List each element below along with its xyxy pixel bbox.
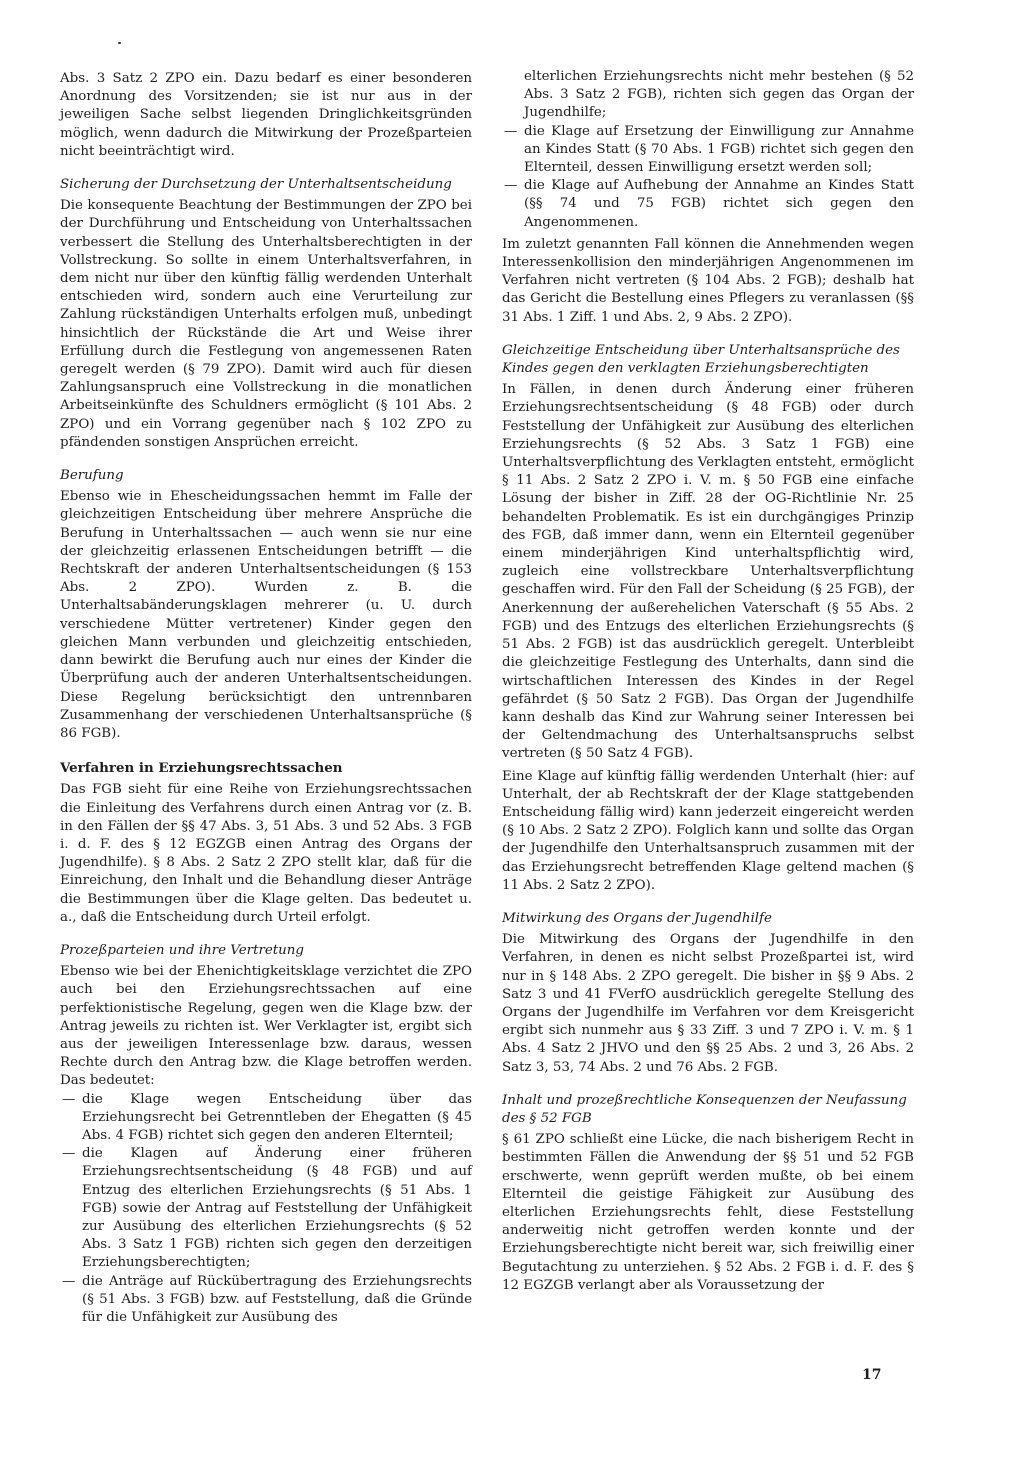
list-item-text: die Klage auf Aufhebung der Annahme an Kindes Statt (§§ 74 und 75 FGB) richtet sich gegen den Angenommenen. — [524, 178, 914, 230]
section-heading-erziehungsrechtssachen: Verfahren in Erziehungsrechtssachen — [60, 760, 343, 777]
dash-list — [60, 1091, 472, 1328]
paragraph: Ebenso wie bei der Ehenichtigkeitsklage verzichtet die ZPO auch bei den Erziehungsrechtssachen auf eine perfektionistische Regelung, gegen wen die Klage bzw. der Antrag jeweils zu richten ist. Wer Verklagter ist, ergibt sich aus der jeweiligen Interessenlage bzw. daraus, wessen Rechte durch den Antrag bzw. die Klage betroffen werden. Das bedeutet: — [60, 964, 472, 1089]
left-column — [60, 70, 472, 1327]
list-item — [502, 68, 914, 123]
section-heading-prozessparteien: Prozeßparteien und ihre Vertretung — [60, 942, 304, 958]
list-item: — die Klage auf Aufhebung der Annahme an Kindes Statt (§§ 74 und 75 FGB) richtet sich gegen den Angenommenen. — [502, 177, 914, 232]
list-item: — die Klagen auf Änderung einer früheren Erziehungsrechtsentscheidung (§ 48 FGB) und auf Entzug des elterlichen Erziehungsrechts (§ 51 Abs. 1 FGB) sowie der Antrag auf Feststellung der Unfähigkeit zur Ausübung des elterlichen Erziehungsrechts (§ 52 Abs. 3 Satz 1 FGB) richten sich gegen den derzeitigen Erziehungsberechtigten; — [60, 1145, 472, 1272]
paragraph: In Fällen, in denen durch Änderung einer früheren Erziehungsrechtsentscheidung (§ 48 FGB) oder durch Feststellung der Unfähigkeit zur Ausübung des elterlichen Erziehungsrechts (§ 52 Abs. 3 Satz 1 FGB) eine Unterhaltsverpflichtung des Verklagten entsteht, ermöglicht § 11 Abs. 2 Satz 2 ZPO i. V. m. § 50 FGB eine einfache Lösung der bisher in Ziff. 28 der OG-Richtlinie Nr. 25 behandelten Problematik. Es ist ein durchgängiges Prinzip des FGB, daß immer dann, wenn ein Elternteil gegenüber einem minderjährigen Kind unterhaltspflichtig wird, zugleich eine vollstreckbare Unterhaltsverpflichtung geschaffen wird. Für den Fall der Scheidung (§ 25 FGB), der Anerkennung der außerehelichen Vaterschaft (§ 55 Abs. 2 FGB) und des Entzugs des elterlichen Erziehungsrechts (§ 51 Abs. 2 FGB) ist das ausdrücklich geregelt. Unterbleibt die gleichzeitige Festlegung des Unterhalts, dann sind die wirtschaftlichen Interessen des Kindes in der Regel gefährdet (§ 50 Satz 2 FGB). Das Organ der Jugendhilfe kann deshalb das Kind zur Wahrung seiner Interessen bei der Geltendmachung des Unterhaltsanspruchs selbst vertreten (§ 50 Satz 4 FGB). — [502, 382, 914, 762]
section-heading-neufassung: Inhalt und prozeßrechtliche Konsequenzen der Neufassung des § 52 FGB — [502, 1092, 907, 1126]
dash-list — [502, 68, 914, 232]
list-item: — die Klage wegen Entscheidung über das Erziehungsrecht bei Getrenntleben der Ehegatten (§ 45 Abs. 4 FGB) richtet sich gegen den anderen Elternteil; — [60, 1091, 472, 1146]
list-item: — die Klage auf Ersetzung der Einwilligung zur Annahme an Kindes Statt (§ 70 Abs. 1 FGB) richtet sich gegen den Elternteil, dessen Einwilligung ersetzt werden soll; — [502, 123, 914, 178]
list-item-text: die Anträge auf Rückübertragung des Erziehungsrechts (§ 51 Abs. 3 FGB) bzw. auf Feststellung, daß die Gründe für die Unfähigkeit zur Ausübung des — [82, 1273, 472, 1325]
list-item: — die Anträge auf Rückübertragung des Erziehungsrechts (§ 51 Abs. 3 FGB) bzw. auf Feststellung, daß die Gründe für die Unfähigkeit zur Ausübung des — [60, 1273, 472, 1328]
paragraph: Abs. 3 Satz 2 ZPO ein. Dazu bedarf es einer besonderen Anordnung des Vorsitzenden; sie ist nur aus in der jeweiligen Sache selbst liegenden Dringlichkeitsgründen möglich, wenn dadurch die Mitwirkung der Prozeßparteien nicht beeinträchtigt wird. — [60, 71, 472, 159]
right-column — [502, 68, 914, 1295]
paragraph: Eine Klage auf künftig fällig werdenden Unterhalt (hier: auf Unterhalt, der ab Rechtskraft der der Klage stattgebenden Entscheidung fällig wird) kann jederzeit eingereicht werden (§ 10 Abs. 2 Satz 2 ZPO). Folglich kann und sollte das Organ der Jugendhilfe den Unterhaltsanspruch zusammen mit der das Erziehungsrecht betreffenden Klage geltend machen (§ 11 Abs. 2 Satz 2 ZPO). — [502, 768, 914, 893]
list-item-text: die Klage auf Ersetzung der Einwilligung zur Annahme an Kindes Statt (§ 70 Abs. 1 FGB) richtet sich gegen den Elternteil, dessen Einwilligung ersetzt werden soll; — [524, 123, 914, 176]
section-heading-berufung: Berufung — [60, 468, 124, 484]
section-heading-mitwirkung: Mitwirkung des Organs der Jugendhilfe — [502, 910, 772, 926]
list-item-text: elterlichen Erziehungsrechts nicht mehr bestehen (§ 52 Abs. 3 Satz 2 FGB), richten sich gegen das Organ der Jugendhilfe; — [524, 69, 914, 121]
paragraph: § 61 ZPO schließt eine Lücke, die nach bisherigem Recht in bestimmten Fällen die Anwendung der §§ 51 und 52 FGB erschwerte, wenn geprüft werden mußte, ob bei einem Elternteil die geistige Fähigkeit zur Ausübung des elterlichen Erziehungsrechts fehlt, diese Feststellung anderweitig nicht getroffen werden konnte und der Erziehungsberechtigte nicht bereit war, sich freiwillig einer Begutachtung zu unterziehen. § 52 Abs. 2 FGB i. d. F. des § 12 EGZGB verlangt aber als Voraussetzung der — [502, 1132, 914, 1293]
scan-speck — [118, 42, 121, 44]
paragraph: Ebenso wie in Ehescheidungssachen hemmt im Falle der gleichzeitigen Entscheidung über mehrere Ansprüche die Berufung in Unterhaltssachen — auch wenn sie nur eine der gleichzeitig erlassenen Entscheidungen betrifft — die Rechtskraft der anderen Unterhaltsentscheidungen (§ 153 Abs. 2 ZPO). Wurden z. B. die Unterhaltsabänderungsklagen mehrerer (u. U. durch verschiedene Mütter vertretener) Kinder gegen den gleichen Mann verbunden und gleichzeitig entschieden, dann bewirkt die Berufung auch nur eines der Kinder die Überprüfung auch der anderen Unterhaltsentscheidungen. Diese Regelung berücksichtigt den untrennbaren Zusammenhang der verschiedenen Unterhaltsansprüche (§ 86 FGB). — [60, 489, 472, 741]
paragraph: Das FGB sieht für eine Reihe von Erziehungsrechtssachen die Einleitung des Verfahrens durch einen Antrag vor (z. B. in den Fällen der §§ 47 Abs. 3, 51 Abs. 3 und 52 Abs. 3 FGB i. d. F. des § 12 EGZGB einen Antrag des Organs der Jugendhilfe). § 8 Abs. 2 Satz 2 ZPO stellt klar, daß für die Einreichung, den Inhalt und die Behandlung dieser Anträge die Bestimmungen über die Klage gelten. Das bedeutet u. a., daß die Entscheidung durch Urteil erfolgt. — [60, 782, 472, 925]
paragraph: Im zuletzt genannten Fall können die Annehmenden wegen Interessenkollision den minderjährigen Angenommenen im Verfahren nicht vertreten (§ 104 Abs. 2 FGB); deshalb hat das Gericht die Bestellung eines Pflegers zu veranlassen (§§ 31 Abs. 1 Ziff. 1 und Abs. 2, 9 Abs. 2 ZPO). — [502, 236, 914, 325]
list-item-text: die Klagen auf Änderung einer früheren Erziehungsrechtsentscheidung (§ 48 FGB) und auf Entzug des elterlichen Erziehungsrechts (§ 51 Abs. 1 FGB) sowie der Antrag auf Feststellung der Unfähigkeit zur Ausübung des elterlichen Erziehungsrechts (§ 52 Abs. 3 Satz 1 FGB) richten sich gegen den derzeitigen Erziehungsberechtigten; — [82, 1146, 472, 1271]
section-heading-gleichzeitige-entscheidung: Gleichzeitige Entscheidung über Unterhaltsansprüche des Kindes gegen den verklagten Erziehungsberechtigten — [502, 342, 900, 377]
list-item-text: die Klage wegen Entscheidung über das Erziehungsrecht bei Getrenntleben der Ehegatten (§ 45 Abs. 4 FGB) richtet sich gegen den anderen Elternteil; — [82, 1091, 472, 1143]
section-heading-unterhaltsentscheidung: Sicherung der Durchsetzung der Unterhaltsentscheidung — [60, 177, 452, 193]
paragraph: Die konsequente Beachtung der Bestimmungen der ZPO bei der Durchführung und Entscheidung von Unterhaltssachen verbessert die Stellung des Unterhaltsberechtigten in der Vollstreckung. So sollte in einem Unterhaltsverfahren, in dem nicht nur über den künftig fällig werdenden Unterhalt entschieden wird, sondern auch eine Verurteilung zur Zahlung rückständigen Unterhalts erfolgen muß, unbedingt hinsichtlich der Rückstände die Art und Weise ihrer Erfüllung durch die Festlegung von angemessenen Raten geregelt werden (§ 79 ZPO). Damit wird auch für diesen Zahlungsanspruch eine Vollstreckung in die monatlichen Arbeitseinkünfte des Schuldners ermöglicht (§ 101 Abs. 2 ZPO) und ein Vorrang gegenüber nach § 102 ZPO zu pfändenden sonstigen Ansprüchen erreicht. — [60, 198, 472, 450]
paragraph: Die Mitwirkung des Organs der Jugendhilfe in den Verfahren, in denen es nicht selbst Prozeßpartei ist, wird nur in § 148 Abs. 2 ZPO geregelt. Die bisher in §§ 9 Abs. 2 Satz 3 und 41 FVerfO ausdrücklich geregelte Stellung des Organs der Jugendhilfe im Verfahren vor dem Kreisgericht ergibt sich nunmehr aus § 33 Ziff. 3 und 7 ZPO i. V. m. § 1 Abs. 4 Satz 2 JHVO und den §§ 25 Abs. 2 und 3, 26 Abs. 2 Satz 3, 53, 74 Abs. 2 und 76 Abs. 2 FGB. — [502, 932, 914, 1075]
page-number: 17 — [862, 1367, 882, 1383]
